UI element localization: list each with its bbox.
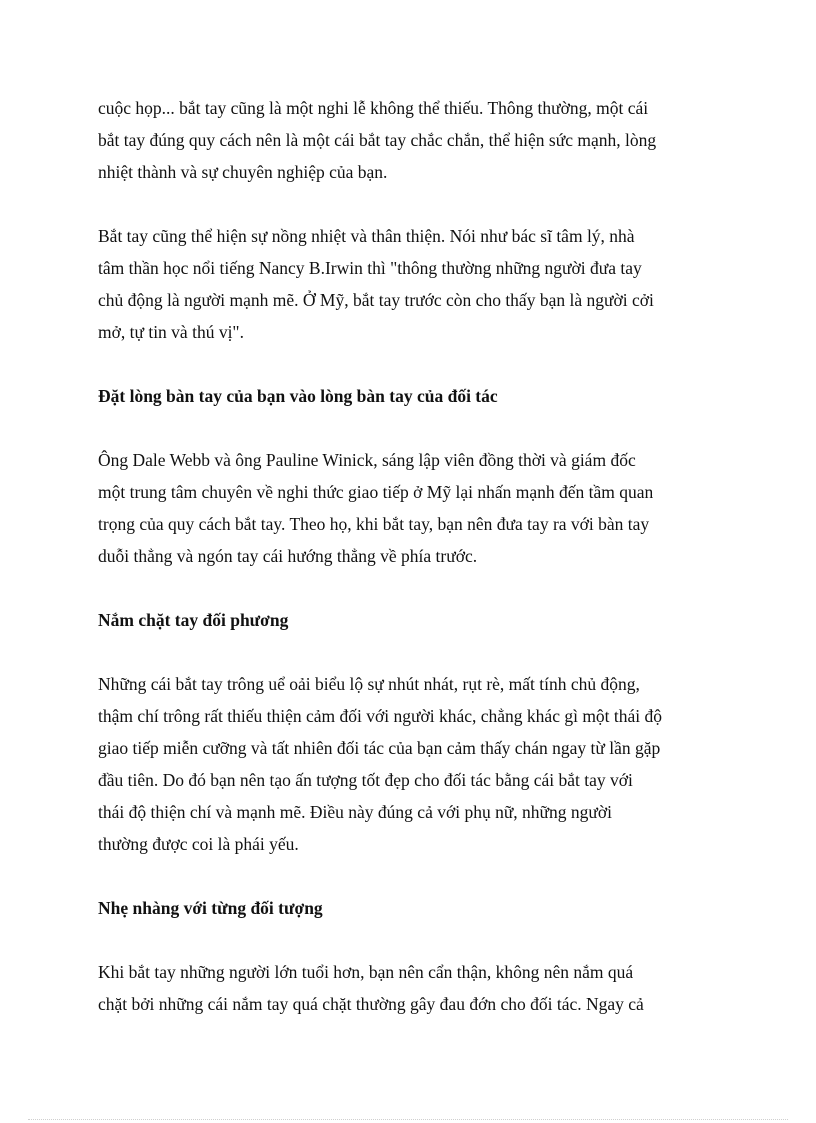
- paragraph-spacer: [98, 860, 738, 892]
- text-line: nhiệt thành và sự chuyên nghiệp của bạn.: [98, 162, 388, 182]
- paragraph-spacer: [98, 572, 738, 604]
- paragraph-spacer: [98, 412, 738, 444]
- paragraph-spacer: [98, 924, 738, 956]
- document-body: [98, 92, 738, 1020]
- text-line: Ông Dale Webb và ông Pauline Winick, sáng lập viên đồng thời và giám đốc: [98, 450, 636, 470]
- text-line: đầu tiên. Do đó bạn nên tạo ấn tượng tốt đẹp cho đối tác bằng cái bắt tay với: [98, 770, 633, 790]
- text-line: thái độ thiện chí và mạnh mẽ. Điều này đúng cả với phụ nữ, những người: [98, 802, 613, 822]
- text-line: duỗi thẳng và ngón tay cái hướng thẳng về phía trước.: [98, 546, 478, 566]
- section-heading-palm: Đặt lòng bàn tay của bạn vào lòng bàn tay của đối tác: [98, 386, 498, 406]
- paragraph-spacer: [98, 348, 738, 380]
- section-heading-gentle: Nhẹ nhàng với từng đối tượng: [98, 898, 323, 918]
- text-line: Bắt tay cũng thể hiện sự nồng nhiệt và thân thiện. Nói như bác sĩ tâm lý, nhà: [98, 226, 635, 246]
- text-line: mở, tự tin và thú vị".: [98, 322, 244, 342]
- paragraph-etiquette-center: [98, 444, 738, 572]
- text-line: Khi bắt tay những người lớn tuổi hơn, bạn nên cẩn thận, không nên nắm quá: [98, 962, 634, 982]
- text-line: tâm thần học nổi tiếng Nancy B.Irwin thì "thông thường những người đưa tay: [98, 258, 642, 278]
- paragraph-weak-handshake: [98, 668, 738, 860]
- paragraph-handshake-ritual: [98, 92, 738, 188]
- text-line: giao tiếp miễn cưỡng và tất nhiên đối tác của bạn cảm thấy chán ngay từ lần gặp: [98, 738, 661, 758]
- section-heading-firm-grip: Nắm chặt tay đối phương: [98, 610, 289, 630]
- text-line: thậm chí trông rất thiếu thiện cảm đối với người khác, chẳng khác gì một thái độ: [98, 706, 663, 726]
- text-line: bắt tay đúng quy cách nên là một cái bắt tay chắc chắn, thể hiện sức mạnh, lòng: [98, 130, 657, 150]
- text-line: một trung tâm chuyên về nghi thức giao tiếp ở Mỹ lại nhấn mạnh đến tầm quan: [98, 482, 654, 502]
- page-bottom-divider: [28, 1119, 788, 1120]
- paragraph-spacer: [98, 636, 738, 668]
- paragraph-warmth: [98, 220, 738, 348]
- text-line: thường được coi là phái yếu.: [98, 834, 299, 854]
- paragraph-spacer: [98, 188, 738, 220]
- paragraph-elderly: [98, 956, 738, 1020]
- text-line: chặt bởi những cái nắm tay quá chặt thường gây đau đớn cho đối tác. Ngay cả: [98, 994, 644, 1014]
- text-line: chủ động là người mạnh mẽ. Ở Mỹ, bắt tay trước còn cho thấy bạn là người cởi: [98, 290, 654, 310]
- text-line: trọng của quy cách bắt tay. Theo họ, khi bắt tay, bạn nên đưa tay ra với bàn tay: [98, 514, 650, 534]
- text-line: Những cái bắt tay trông uể oải biểu lộ sự nhút nhát, rụt rè, mất tính chủ động,: [98, 674, 640, 694]
- text-line: cuộc họp... bắt tay cũng là một nghi lễ không thể thiếu. Thông thường, một cái: [98, 98, 649, 118]
